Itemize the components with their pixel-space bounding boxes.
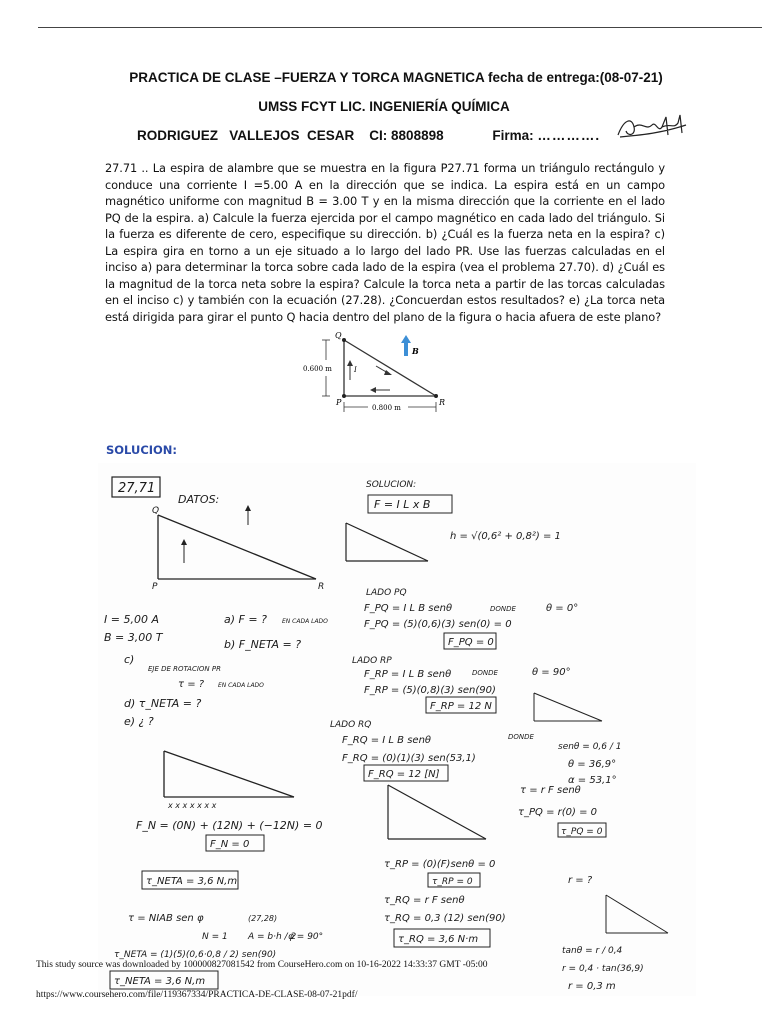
figure-label-r: R bbox=[439, 398, 446, 407]
hw-e-calc: τ_NETA = (1)(5)(0,6·0,8 / 2) sen(90) bbox=[114, 950, 277, 960]
hw-formula: F = I L x B bbox=[374, 498, 431, 511]
figure-width-label: 0.800 m bbox=[372, 404, 401, 412]
figure-current-label: I bbox=[354, 366, 357, 374]
hw-frq-1: F_RQ = I L B senθ bbox=[342, 735, 432, 746]
hw-frq-2: F_RQ = (0)(1)(3) sen(53,1) bbox=[342, 753, 476, 764]
signature-graphic bbox=[612, 113, 692, 143]
hw-e-ref: (27,28) bbox=[248, 914, 278, 923]
firma-dots: …………. bbox=[537, 128, 601, 143]
hw-sen-eq: senθ = 0,6 / 1 bbox=[558, 742, 622, 752]
figure-label-q: Q bbox=[335, 331, 342, 340]
hw-given-b: B = 3,00 T bbox=[104, 631, 163, 644]
hw-tau-def: τ = r F senθ bbox=[520, 785, 581, 796]
document-title: PRACTICA DE CLASE –FUERZA Y TORCA MAGNETICA fecha de entrega:(08-07-21) bbox=[129, 70, 663, 85]
hw-frq-box: F_RQ = 12 [N] bbox=[368, 769, 440, 780]
hw-given-i: I = 5,00 A bbox=[104, 613, 159, 626]
handwritten-solution bbox=[98, 463, 696, 996]
hw-fn: F_N = (0N) + (12N) + (−12N) = 0 bbox=[136, 819, 323, 832]
hw-h-eq: h = √(0,6² + 0,8²) = 1 bbox=[450, 531, 561, 542]
figure-height-label: 0.600 m bbox=[303, 365, 332, 373]
hw-tau-rq-2: τ_RQ = 0,3 (12) sen(90) bbox=[384, 913, 506, 924]
hw-e-box: τ_NETA = 3,6 N,m bbox=[114, 976, 206, 987]
hw-label-p: P bbox=[152, 582, 158, 592]
hw-fpq-box: F_PQ = 0 bbox=[448, 637, 494, 648]
svg-text:x x x x x x x: x x x x x x x bbox=[168, 801, 217, 810]
hw-alpha-val: α = 53,1° bbox=[568, 775, 617, 786]
hw-q-c-note: EJE DE ROTACION PR bbox=[148, 665, 221, 673]
hw-donde-1: DONDE bbox=[490, 605, 516, 613]
hw-frp-2: F_RP = (5)(0,8)(3) sen(90) bbox=[364, 685, 496, 696]
hw-tau-rp: τ_RP = (0)(F)senθ = 0 bbox=[384, 859, 496, 870]
download-notice: This study source was downloaded by 100000827081542 from CourseHero.com on 10-16-2022 14:33:37 GMT -05:00 bbox=[36, 960, 488, 970]
hw-fn-box: F_N = 0 bbox=[210, 839, 250, 850]
hw-q-e: e) ¿ ? bbox=[124, 715, 154, 728]
hw-q-c: c) bbox=[124, 653, 135, 666]
hw-r-question: r = ? bbox=[568, 875, 593, 886]
figure-field-label: B bbox=[412, 346, 419, 356]
hw-donde-2: DONDE bbox=[472, 669, 498, 677]
hw-e-n: N = 1 bbox=[202, 932, 228, 942]
hw-lado-rp: LADO RP bbox=[352, 656, 392, 666]
handwritten-sheet bbox=[98, 463, 696, 996]
hw-tau-rq-box: τ_RQ = 3,6 N·m bbox=[398, 934, 479, 945]
hw-datos: DATOS: bbox=[178, 493, 220, 506]
figure-label-p: P bbox=[336, 398, 342, 407]
hw-q-b: b) F_NETA = ? bbox=[224, 638, 302, 651]
solution-title: SOLUCION: bbox=[106, 443, 178, 457]
student-name: RODRIGUEZ VALLEJOS CESAR bbox=[137, 128, 355, 143]
top-rule bbox=[38, 27, 762, 28]
hw-q-d: d) τ_NETA = ? bbox=[124, 697, 202, 710]
hw-label-q: Q bbox=[152, 506, 160, 516]
problem-statement: 27.71 .. La espira de alambre que se muestra en la figura P27.71 forma un triángulo rectángulo y conduce una corriente I =5.00 A en la dirección que se indica. La espira está en un campo magnético uniforme con magnitud B = 3.00 T y en la misma dirección que la corriente en el lado PQ de la espira. a) Calcule la fuerza ejercida por el campo magnético en cada lado del triángulo. Si la fuerza es diferente de cero, especifique su dirección. b) ¿Cuál es la fuerza neta en la espira? c) La espira gira en torno a un eje situado a lo largo del lado PR. Use las fuerzas calculadas en el inciso a) para determinar la torca sobre cada lado de la espira (vea el problema 27.70). d) ¿Cuál es la magnitud de la torca neta sobre la espira? Calcule la torca neta a partir de las torcas calculadas en el inciso c) y también con la ecuación (27.28). ¿Concuerdan estos resultados? e) ¿La torca neta está dirigida para girar el punto Q hacia dentro del plano de la figura o hacia afuera de este plano? bbox=[105, 161, 665, 324]
hw-e-phi: φ = 90° bbox=[288, 932, 324, 942]
hw-lado-pq: LADO PQ bbox=[366, 588, 407, 598]
hw-q-a-note: EN CADA LADO bbox=[282, 618, 328, 625]
hw-tau-rq-1: τ_RQ = r F senθ bbox=[384, 895, 465, 906]
hw-tau-pq: τ_PQ = r(0) = 0 bbox=[518, 807, 598, 818]
problem-figure bbox=[300, 330, 450, 418]
hw-e-eq: τ = NIAB sen φ bbox=[128, 913, 204, 924]
hw-theta-val: θ = 36,9° bbox=[568, 759, 617, 770]
hw-fpq-2: F_PQ = (5)(0,6)(3) sen(0) = 0 bbox=[364, 619, 512, 630]
hw-fpq-1: F_PQ = I L B senθ bbox=[364, 603, 453, 614]
student-line bbox=[137, 128, 600, 143]
hw-problem-number: 27,71 bbox=[118, 481, 156, 496]
firma-label: Firma: bbox=[492, 128, 534, 143]
hw-frp-box: F_RP = 12 N bbox=[430, 701, 492, 712]
hw-tan-eq: tanθ = r / 0,4 bbox=[562, 946, 623, 956]
hw-q-c-torque-note: EN CADA LADO bbox=[218, 682, 264, 689]
student-ci: CI: 8808898 bbox=[369, 128, 444, 143]
hw-frp-1: F_RP = I L B senθ bbox=[364, 669, 452, 680]
hw-lado-rq: LADO RQ bbox=[330, 720, 372, 730]
hw-donde-3: DONDE bbox=[508, 733, 534, 741]
source-url[interactable]: https://www.coursehero.com/file/119367334/PRACTICA-DE-CLASE-08-07-21pdf/ bbox=[36, 990, 358, 1000]
hw-r-calc: r = 0,4 · tan(36,9) bbox=[562, 964, 644, 974]
hw-label-r: R bbox=[318, 582, 325, 592]
institution-heading: UMSS FCYT LIC. INGENIERÍA QUÍMICA bbox=[258, 99, 510, 114]
hw-tau-rp-box: τ_RP = 0 bbox=[432, 877, 473, 887]
hw-theta0: θ = 0° bbox=[546, 603, 579, 614]
hw-tau-pq-box: τ_PQ = 0 bbox=[561, 827, 603, 837]
hw-theta90: θ = 90° bbox=[532, 667, 571, 678]
hw-tau-net-box: τ_NETA = 3,6 N,m bbox=[146, 876, 238, 887]
hw-solucion: SOLUCION: bbox=[366, 480, 417, 490]
hw-q-c-torque: τ = ? bbox=[178, 679, 205, 690]
hw-e-area: A = b·h / 2 bbox=[248, 932, 297, 942]
hw-q-a: a) F = ? bbox=[224, 613, 267, 626]
hw-r-val: r = 0,3 m bbox=[568, 981, 616, 992]
